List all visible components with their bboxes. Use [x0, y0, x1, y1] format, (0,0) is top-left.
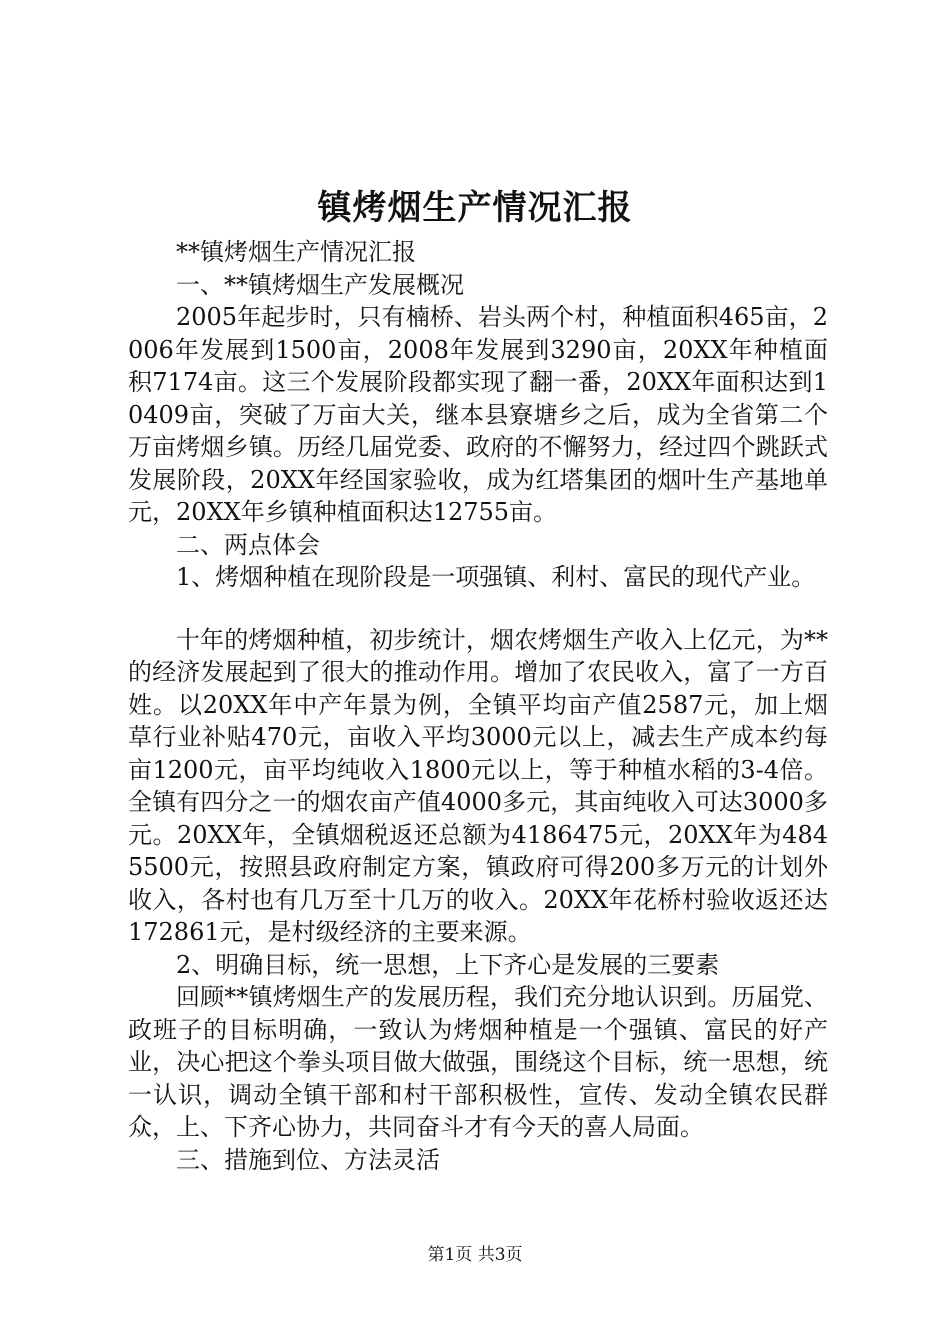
section-heading-2: 二、两点体会	[176, 530, 320, 559]
subheading-2: 2、明确目标，统一思想，上下齐心是发展的三要素	[176, 950, 720, 979]
body-paragraph: 2005年起步时，只有楠桥、岩头两个村，种植面积465亩，2006年发展到1500亩，2008年发展到3290亩，20XX年种植面积7174亩。这三个发展阶段都实现了翻一番，20XX年面积达到10409亩，突破了万亩大关，继本县寮塘乡之后，成为全省第二个万亩烤烟乡镇。历经几届党委、政府的不懈努力，经过四个跳跃式发展阶段，20XX年经国家验收，成为红塔集团的烟叶生产基地单元，20XX年乡镇种植面积达12755亩。	[128, 303, 828, 526]
document-body	[128, 236, 828, 1176]
document-title: 镇烤烟生产情况汇报	[317, 188, 633, 228]
section-heading-3: 三、措施到位、方法灵活	[176, 1145, 440, 1174]
body-paragraph: 十年的烤烟种植，初步统计，烟农烤烟生产收入上亿元，为**的经济发展起到了很大的推动作用。增加了农民收入，富了一方百姓。以20XX年中产年景为例，全镇平均亩产值2587元，加上烟草行业补贴470元，亩收入平均3000元以上，减去生产成本约每亩1200元，亩平均纯收入1800元以上，等于种植水稻的3-4倍。全镇有四分之一的烟农亩产值4000多元，其亩纯收入可达3000多元。20XX年，全镇烟税返还总额为4186475元，20XX年为4845500元，按照县政府制定方案，镇政府可得200多万元的计划外收入，各村也有几万至十几万的收入。20XX年花桥村验收返还达172861元，是村级经济的主要来源。	[128, 625, 828, 946]
subheading-1: 1、烤烟种植在现阶段是一项强镇、利村、富民的现代产业。	[176, 563, 816, 591]
page-footer: 第1页 共3页	[427, 1245, 523, 1265]
body-paragraph: 回顾**镇烤烟生产的发展历程，我们充分地认识到。历届党、政班子的目标明确，一致认为烤烟种植是一个强镇、富民的好产业，决心把这个拳头项目做大做强，围绕这个目标，统一思想，统一认识，调动全镇干部和村干部积极性，宣传、发动全镇农民群众，上、下齐心协力，共同奋斗才有今天的喜人局面。	[128, 983, 828, 1141]
section-heading-1: 一、**镇烤烟生产发展概况	[176, 270, 464, 299]
subtitle-paragraph: **镇烤烟生产情况汇报	[176, 238, 416, 266]
